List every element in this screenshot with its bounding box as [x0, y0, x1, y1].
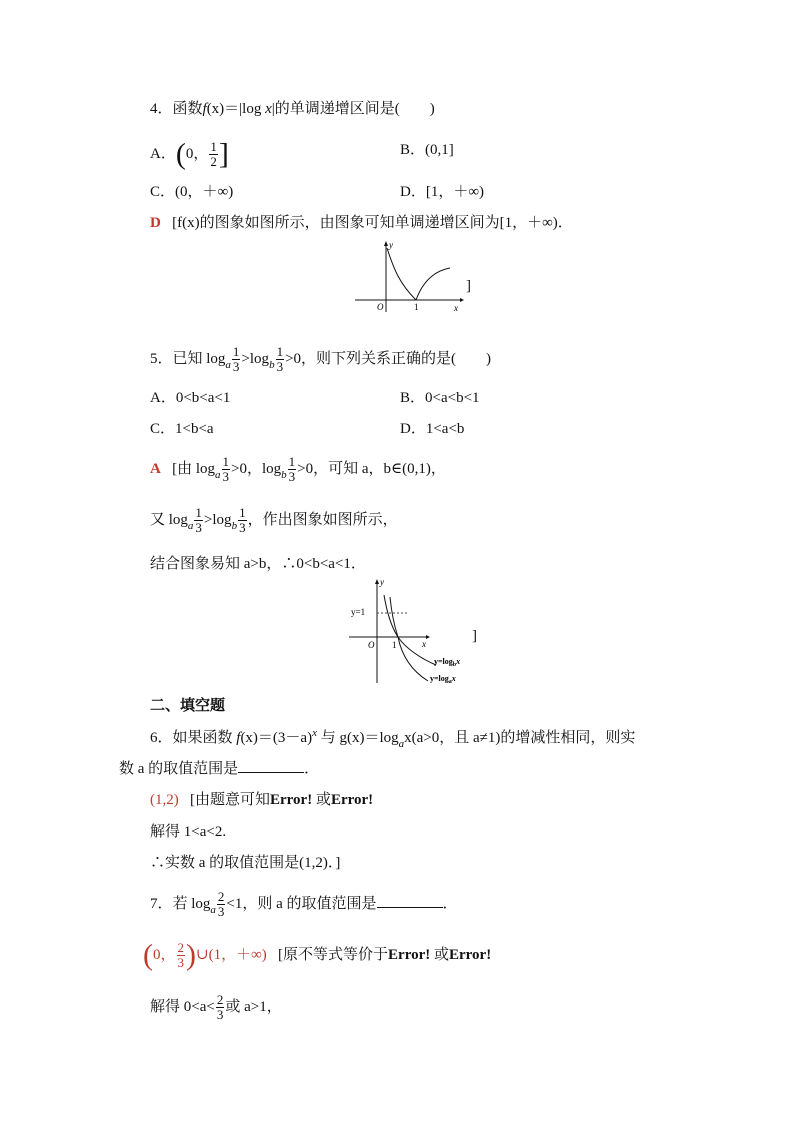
q5-l1-frac-2 — [288, 455, 297, 484]
q4-expr: (x)＝|log — [206, 101, 266, 117]
q7-ans-frac-num: 2 — [177, 940, 185, 956]
q5-curve-a-label — [430, 674, 456, 685]
q6-answer: (1,2) — [150, 792, 179, 808]
q5-l1b: >0，log — [231, 461, 282, 477]
q5-expl-line1 — [150, 452, 446, 487]
q7-end: ． — [442, 896, 458, 912]
q6-or: 或 — [312, 792, 331, 808]
q6-l1b: (x)＝(3－a) — [240, 730, 313, 746]
q7-ans-union: ∪(1，＋∞) — [196, 947, 267, 963]
q5-l2b: >log — [203, 512, 232, 528]
q5-frac-1-num: 1 — [232, 344, 240, 360]
q6-sub-a: a — [398, 738, 405, 750]
q6-err2: Error! — [330, 792, 374, 808]
q5-cb-sub: b — [452, 662, 457, 668]
q4-paren-open: ( — [175, 137, 186, 171]
q5-l2c: ，作出图象如图所示， — [247, 512, 398, 528]
q5-option-b[interactable]: B．0<a<b<1 — [400, 390, 480, 406]
q5-tail: >0，则下列关系正确的是( ) — [285, 351, 492, 367]
q5-l1c: >0，可知 a，b∈(0,1)， — [297, 461, 446, 477]
q4-x-arrow — [460, 298, 464, 302]
q4-bracket-close: ] — [218, 137, 229, 171]
q4-tail: |的单调递增区间是( ) — [271, 101, 435, 117]
q5-ca-var: x — [451, 674, 456, 683]
q7-ans-frac — [177, 941, 186, 970]
q7-solve-a: 解得 0<a< — [150, 999, 215, 1015]
q4-var: x — [265, 101, 272, 117]
q5-answer: A — [150, 461, 161, 477]
q6-l2-end: ． — [304, 761, 320, 777]
q5-sub-b: b — [269, 359, 275, 371]
q7-frac-num: 2 — [217, 889, 225, 905]
q4-curve-right — [416, 268, 450, 300]
q7-solve — [150, 990, 282, 1024]
q7-expl-a: [原不等式等价于 — [278, 947, 389, 963]
q5-tick-1: 1 — [392, 640, 397, 650]
q5-l2-frac-1-num: 1 — [195, 505, 202, 521]
q5-close: ] — [472, 628, 477, 644]
q4-stem — [150, 99, 435, 119]
q7-or: 或 — [430, 947, 449, 963]
q4-y-label: y — [389, 240, 393, 250]
q6-expl-line1 — [150, 790, 373, 810]
q5-l1a: [由 log — [172, 461, 216, 477]
q6-stem-line1 — [150, 728, 635, 749]
q4-explanation — [150, 213, 573, 233]
q5-mid: >log — [241, 351, 270, 367]
q5-sub-a: a — [225, 359, 231, 371]
q4-number: 4．函数 — [150, 101, 203, 117]
q5-y-label: y — [380, 577, 384, 587]
q6-solve: 解得 1<a<2. — [150, 824, 227, 840]
q4-option-a[interactable] — [150, 138, 229, 170]
q5-cb-var: x — [456, 657, 461, 666]
section-heading: 二、填空题 — [150, 698, 226, 714]
q5-l2-frac-1-den: 3 — [195, 520, 202, 536]
q5-l1-frac-2-num: 1 — [288, 454, 296, 470]
q4-frac-den: 2 — [210, 154, 217, 170]
q5-l1-sub-a: a — [215, 469, 221, 481]
q7-expl-line1 — [143, 938, 491, 972]
q6-l1a: 6．如果函数 — [150, 730, 237, 746]
q7-solve-b: 或 a>1， — [225, 999, 282, 1015]
q7-number: 7．若 log — [150, 896, 211, 912]
q5-expl-line2 — [150, 503, 398, 538]
q5-l1-frac-1 — [222, 455, 231, 484]
q4-option-a-label: A． — [150, 146, 176, 162]
q5-y-arrow — [375, 579, 379, 584]
q6-answer-blank[interactable] — [238, 758, 304, 773]
q7-ans-open: 0， — [153, 947, 176, 963]
q7-err2: Error! — [449, 947, 492, 963]
q5-x-label: x — [422, 639, 426, 649]
q6-f: f — [236, 730, 241, 746]
q6-l1c: 与 g(x)＝log — [316, 730, 399, 746]
q5-frac-2-num: 1 — [276, 344, 284, 360]
q5-l2-frac-2 — [238, 506, 247, 535]
q5-l2-frac-1 — [194, 506, 203, 535]
q4-y-arrow — [384, 241, 388, 246]
q5-option-c[interactable]: C．1<b<a — [150, 421, 214, 437]
q4-expl-text: [f(x)的图象如图所示，由图象可知单调递增区间为[1，＋∞)． — [172, 215, 573, 231]
q4-option-b[interactable]: B．(0,1] — [400, 142, 454, 158]
q5-cb-text: y=log — [434, 657, 453, 666]
q4-graph — [352, 240, 467, 315]
q7-paren-close: ) — [186, 938, 197, 972]
q7-frac — [217, 890, 226, 919]
q4-option-d[interactable]: D．[1，＋∞) — [400, 184, 485, 200]
q4-option-c[interactable]: C．(0，＋∞) — [150, 184, 234, 200]
q6-stem-line2 — [119, 758, 319, 779]
q5-l2-frac-2-den: 3 — [239, 520, 246, 536]
q4-func: f — [202, 101, 207, 117]
q5-curve-b-label — [434, 657, 460, 668]
q5-l2-sub-b: b — [231, 520, 238, 532]
q5-y1-label: y=1 — [351, 607, 366, 617]
q5-l2-frac-2-num: 1 — [239, 505, 246, 521]
q5-ca-sub: a — [448, 679, 452, 685]
q4-option-a-text: 0， — [185, 146, 209, 162]
q7-sub-a: a — [210, 904, 216, 916]
q4-curve-left — [387, 248, 416, 300]
q5-stem — [150, 342, 491, 377]
q4-fraction — [209, 140, 218, 169]
q7-tail: <1，则 a 的取值范围是 — [226, 896, 377, 912]
q7-solve-frac — [216, 993, 225, 1022]
q5-origin: O — [368, 640, 375, 650]
q5-l1-frac-1-den: 3 — [222, 469, 230, 485]
q5-frac-1 — [232, 345, 241, 374]
q5-frac-1-den: 3 — [232, 359, 240, 375]
q4-answer: D — [150, 215, 161, 231]
q7-solve-frac-num: 2 — [216, 992, 224, 1008]
q5-frac-2-den: 3 — [276, 359, 284, 375]
q5-ca-text: y=log — [430, 674, 449, 683]
q5-x-arrow — [426, 635, 430, 639]
q6-sup-x: x — [312, 727, 317, 739]
q6-l1d: x(a>0，且 a≠1)的增减性相同，则实 — [404, 730, 636, 746]
q5-option-d[interactable]: D．1<a<b — [400, 421, 465, 437]
q7-solve-frac-den: 3 — [216, 1007, 224, 1023]
q7-paren-open: ( — [143, 938, 153, 972]
q6-conclusion: ∴实数 a 的取值范围是(1,2)．] — [150, 855, 341, 871]
q4-close: ] — [466, 278, 471, 294]
q5-l2a: 又 log — [150, 512, 188, 528]
q5-frac-2 — [276, 345, 285, 374]
q4-tick-1: 1 — [414, 302, 419, 312]
q6-l2: 数 a 的取值范围是 — [119, 761, 239, 777]
q7-err1: Error! — [388, 947, 431, 963]
q5-curve-b — [384, 595, 436, 665]
q7-ans-frac-den: 3 — [177, 955, 185, 971]
q6-err1: Error! — [270, 792, 313, 808]
q7-answer-blank[interactable] — [377, 893, 443, 908]
q5-graph — [346, 575, 476, 687]
q5-l2-sub-a: a — [187, 520, 194, 532]
q5-l1-frac-2-den: 3 — [288, 469, 296, 485]
q5-l1-frac-1-num: 1 — [222, 454, 230, 470]
q5-number: 5．已知 log — [150, 351, 226, 367]
q6-expl-a: [由题意可知 — [190, 792, 270, 808]
q5-expl-line3: 结合图象易知 a>b，∴0<b<a<1． — [150, 556, 366, 572]
q4-x-label: x — [454, 303, 458, 313]
q5-l1-sub-b: b — [281, 469, 287, 481]
q5-option-a[interactable]: A．0<b<a<1 — [150, 390, 231, 406]
q4-origin: O — [377, 302, 384, 312]
q7-stem — [150, 887, 458, 922]
q7-frac-den: 3 — [217, 904, 225, 920]
q4-frac-num: 1 — [210, 139, 217, 155]
